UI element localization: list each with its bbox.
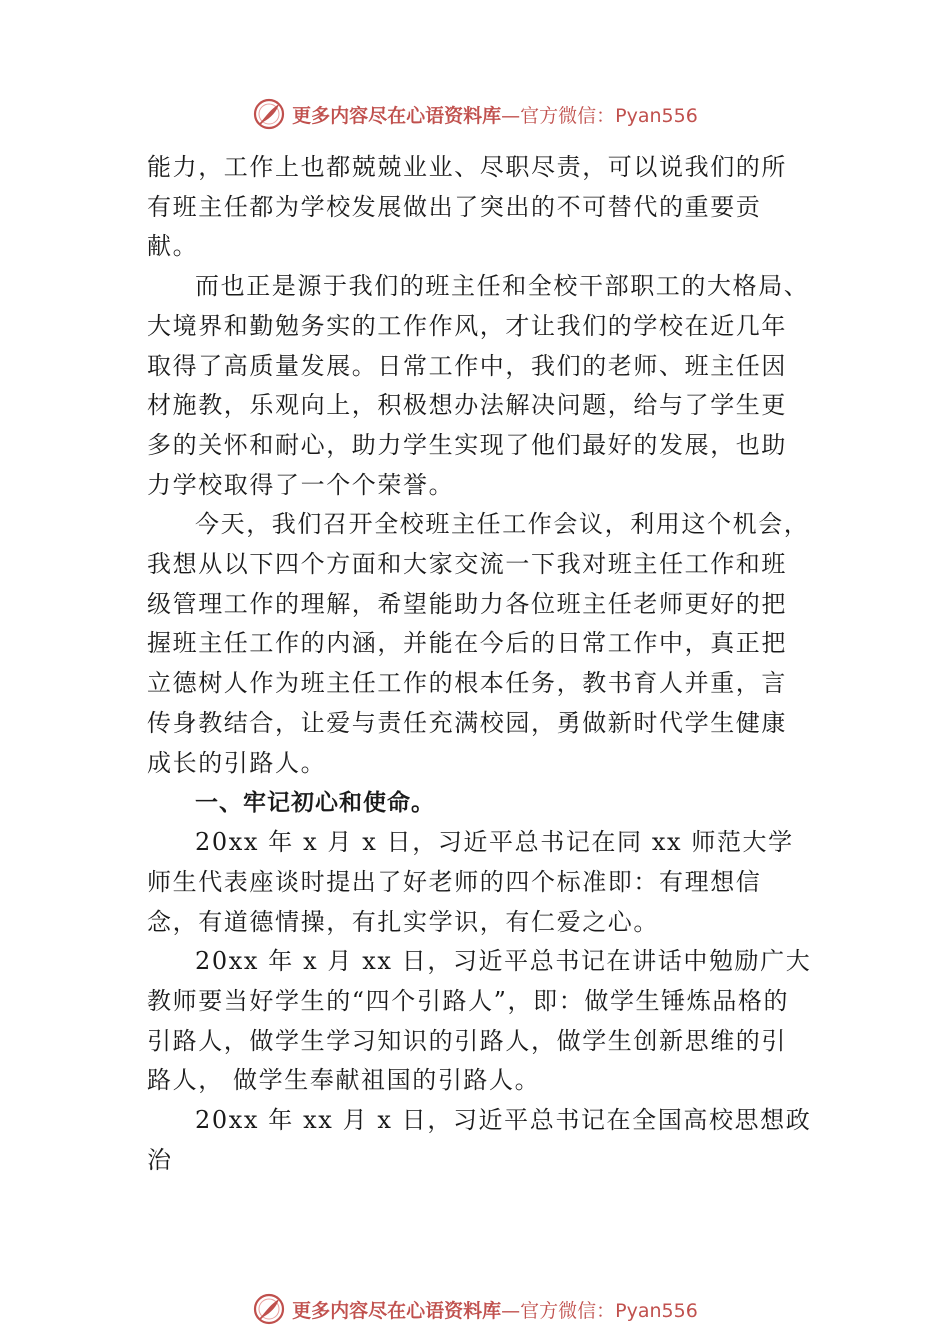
paragraph-3: 今天，我们召开全校班主任工作会议，利用这个机会，我想从以下四个方面和大家交流一下我对班主任工作和班级管理工作的理解，希望能助力各位班主任老师更好的把握班主任工作的内涵，并能在今后的日常工作中，真正把立德树人作为班主任工作的根本任务，教书育人并重，言传身教结合，让爱与责任充满校园，勇做新时代学生健康成长的引路人。 [147, 510, 810, 777]
document-body [147, 148, 812, 1181]
footer-watermark-banner [0, 1289, 950, 1329]
banner-site-name: 更多内容尽在心语资料库 [292, 104, 502, 127]
feather-pen-icon [252, 1292, 286, 1326]
paragraph-6: 20xx 年 xx 月 x 日，习近平总书记在全国高校思想政治 [147, 1106, 812, 1174]
section-heading: 一、牢记初心和使命。 [195, 790, 435, 817]
paragraph-2: 而也正是源于我们的班主任和全校干部职工的大格局、大境界和勤勉务实的工作作风，才让我们的学校在近几年取得了高质量发展。日常工作中，我们的老师、班主任因材施教，乐观向上，积极想办法解决问题，给与了学生更多的关怀和耐心，助力学生实现了他们最好的发展，也助力学校取得了一个个荣誉。 [147, 272, 810, 499]
paragraph-4: 20xx 年 x 月 x 日，习近平总书记在同 xx 师范大学师生代表座谈时提出了好老师的四个标准即：有理想信念，有道德情操，有扎实学识，有仁爱之心。 [147, 828, 794, 936]
banner-wechat: —官方微信：Pyan556 [501, 1299, 698, 1322]
paragraph-5: 20xx 年 x 月 xx 日，习近平总书记在讲话中勉励广大教师要当好学生的“四个引路人”，即：做学生锤炼品格的引路人，做学生学习知识的引路人，做学生创新思维的引路人， 做学生奉献祖国的引路人。 [147, 947, 812, 1095]
paragraph-1: 能力，工作上也都兢兢业业、尽职尽责，可以说我们的所有班主任都为学校发展做出了突出的不可替代的重要贡献。 [147, 153, 787, 261]
header-watermark-banner [0, 94, 950, 134]
banner-wechat: —官方微信：Pyan556 [501, 104, 698, 127]
banner-site-name: 更多内容尽在心语资料库 [292, 1299, 502, 1322]
feather-pen-icon [252, 97, 286, 131]
